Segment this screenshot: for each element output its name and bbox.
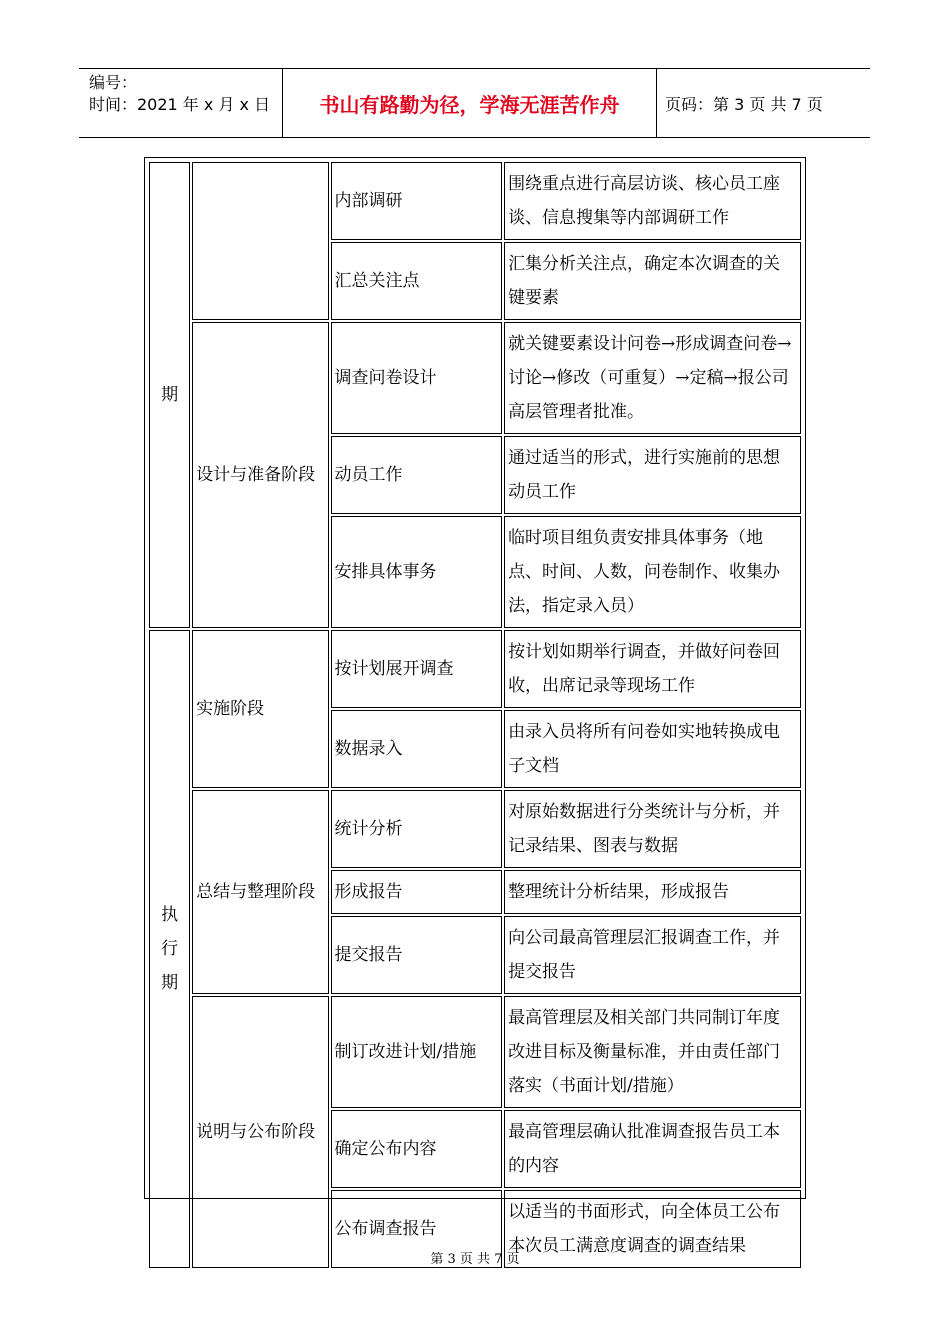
step-cell: 公布调查报告 <box>331 1190 503 1268</box>
plan-table <box>147 160 803 1270</box>
desc-cell: 临时项目组负责安排具体事务（地点、时间、人数，问卷制作、收集办法，指定录入员） <box>504 516 801 628</box>
page-label: 页码：第 3 页 共 7 页 <box>665 94 823 114</box>
step-cell: 制订改进计划/措施 <box>331 996 503 1108</box>
step-cell: 统计分析 <box>331 790 503 868</box>
step-cell: 确定公布内容 <box>331 1110 503 1188</box>
desc-cell: 向公司最高管理层汇报调查工作，并提交报告 <box>504 916 801 994</box>
plan-table-frame <box>144 157 806 1256</box>
step-cell: 形成报告 <box>331 870 503 914</box>
desc-cell: 对原始数据进行分类统计与分析，并记录结果、图表与数据 <box>504 790 801 868</box>
desc-cell: 以适当的书面形式，向全体员工公布本次员工满意度调查的调查结果 <box>504 1190 801 1268</box>
desc-cell: 最高管理层及相关部门共同制订年度改进目标及衡量标准，并由责任部门落实（书面计划/措施） <box>504 996 801 1108</box>
step-cell: 内部调研 <box>331 162 503 240</box>
page-footer: 第 3 页 共 7 页 <box>430 1252 520 1267</box>
desc-cell: 通过适当的形式，进行实施前的思想动员工作 <box>504 436 801 514</box>
step-cell: 按计划展开调查 <box>331 630 503 708</box>
step-cell: 调查问卷设计 <box>331 322 503 434</box>
desc-cell: 按计划如期举行调查，并做好问卷回收，出席记录等现场工作 <box>504 630 801 708</box>
period-cell: 期 <box>149 162 190 628</box>
desc-cell: 整理统计分析结果，形成报告 <box>504 870 801 914</box>
stage-cell: 设计与准备阶段 <box>192 322 328 628</box>
page-header <box>79 68 870 138</box>
desc-cell: 围绕重点进行高层访谈、核心员工座谈、信息搜集等内部调研工作 <box>504 162 801 240</box>
stage-cell: 说明与公布阶段 <box>192 996 328 1268</box>
desc-cell: 最高管理层确认批准调查报告员工本的内容 <box>504 1110 801 1188</box>
period-cell: 执 行 期 <box>149 630 190 1268</box>
step-cell: 汇总关注点 <box>331 242 503 320</box>
number-label: 编号： <box>89 73 138 92</box>
desc-cell: 就关键要素设计问卷→形成调查问卷→讨论→修改（可重复）→定稿→报公司高层管理者批准。 <box>504 322 801 434</box>
step-cell: 提交报告 <box>331 916 503 994</box>
desc-cell: 由录入员将所有问卷如实地转换成电子文档 <box>504 710 801 788</box>
step-cell: 安排具体事务 <box>331 516 503 628</box>
header-meta <box>89 72 270 116</box>
step-cell: 动员工作 <box>331 436 503 514</box>
desc-cell: 汇集分析关注点，确定本次调查的关键要素 <box>504 242 801 320</box>
stage-cell: 实施阶段 <box>192 630 328 788</box>
stage-cell: 总结与整理阶段 <box>192 790 328 994</box>
stage-cell-empty <box>192 162 328 320</box>
step-cell: 数据录入 <box>331 710 503 788</box>
motto: 书山有路勤为径，学海无涯苦作舟 <box>282 69 657 137</box>
time-label: 时间：2021 年 x 月 x 日 <box>89 95 271 114</box>
